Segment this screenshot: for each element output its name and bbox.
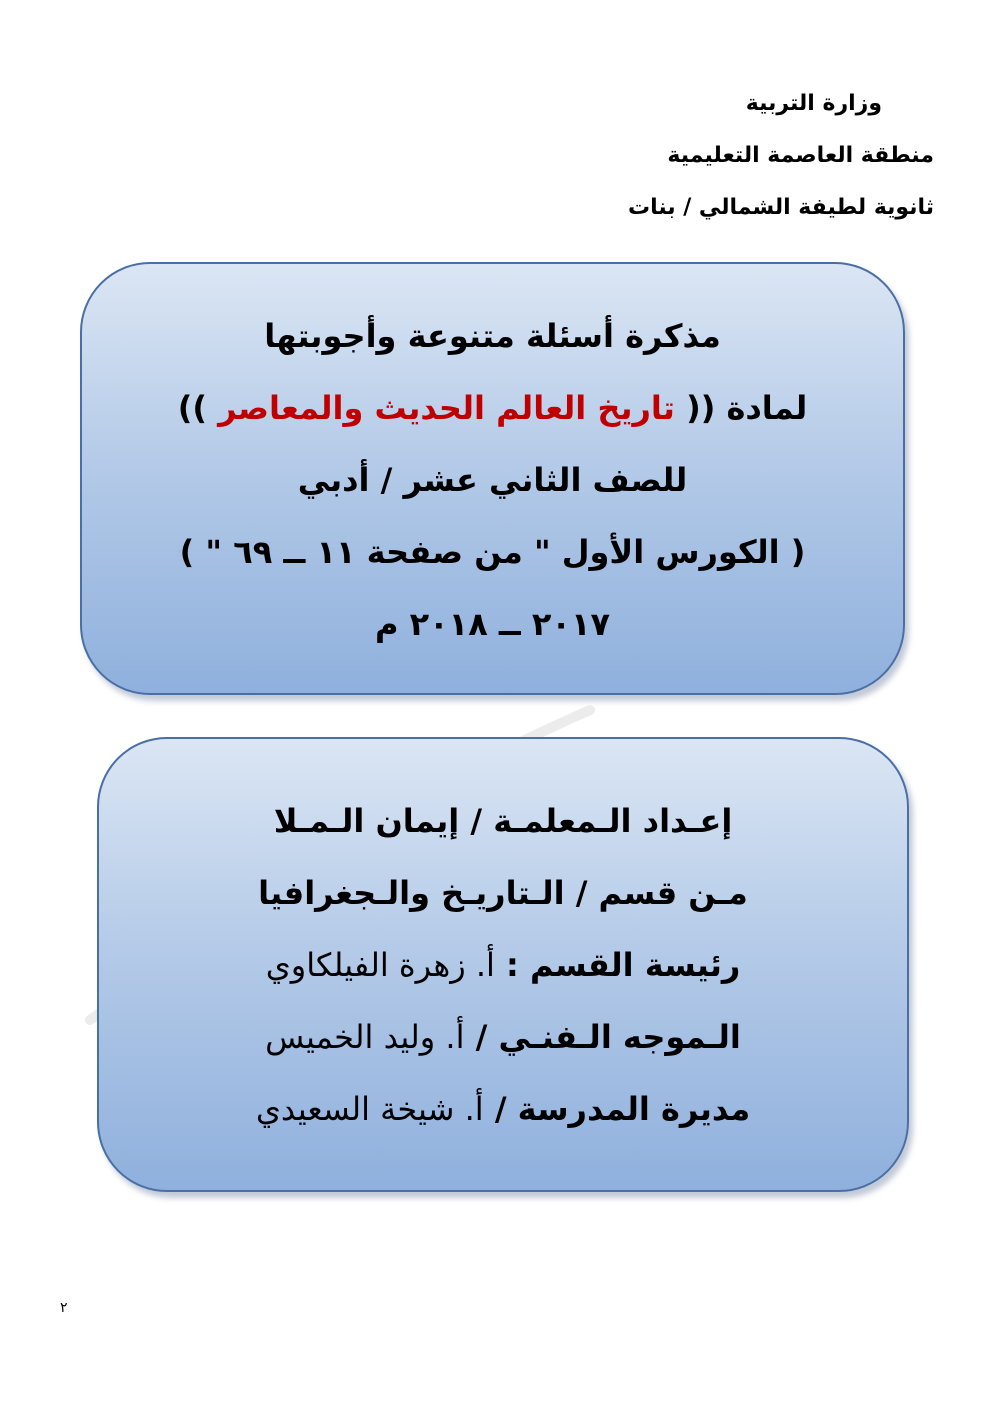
subject-suffix: )) xyxy=(177,389,207,427)
supervisor-line xyxy=(99,1001,907,1073)
department-head-line xyxy=(99,929,907,1001)
supervisor-label: الـموجه الـفنـي / xyxy=(475,1018,741,1056)
department-line xyxy=(99,857,907,929)
title-box xyxy=(80,262,905,695)
school-name: ثانوية لطيفة الشمالي / بنات xyxy=(627,195,934,220)
prepared-by-label: إعـداد الـمعلمـة / xyxy=(470,802,733,840)
department-head-name: أ. زهرة الفيلكاوي xyxy=(265,946,495,984)
academic-year: ٢٠١٧ ــ ٢٠١٨ م xyxy=(375,605,610,643)
course-range-line: ( الكورس الأول " من صفحة ١١ ــ ٦٩ " ) xyxy=(179,533,806,571)
department-name: الـتاريـخ والـجغرافيا xyxy=(258,874,565,912)
ministry-name: وزارة التربية xyxy=(745,91,882,116)
department-head-label: رئيسة القسم : xyxy=(506,946,741,984)
subject-line xyxy=(82,372,903,444)
subject-prefix: لمادة (( xyxy=(686,389,808,427)
document-header xyxy=(334,78,934,234)
department-label: مـن قسم / xyxy=(575,874,748,912)
grade-line: للصف الثاني عشر / أدبي xyxy=(297,461,688,499)
prepared-by-name: إيمان الـمـلا xyxy=(273,802,460,840)
district-name: منطقة العاصمة التعليمية xyxy=(667,143,934,168)
principal-label: مديرة المدرسة / xyxy=(494,1090,751,1128)
staff-box xyxy=(97,737,909,1192)
supervisor-name: أ. وليد الخميس xyxy=(265,1018,465,1056)
principal-line xyxy=(99,1073,907,1145)
subject-name: تاريخ العالم الحديث والمعاصر xyxy=(218,389,675,427)
prepared-by-line xyxy=(99,785,907,857)
principal-name: أ. شيخة السعيدي xyxy=(255,1090,484,1128)
page-number: ٢ xyxy=(60,1300,68,1316)
booklet-title: مذكرة أسئلة متنوعة وأجوبتها xyxy=(264,317,721,355)
